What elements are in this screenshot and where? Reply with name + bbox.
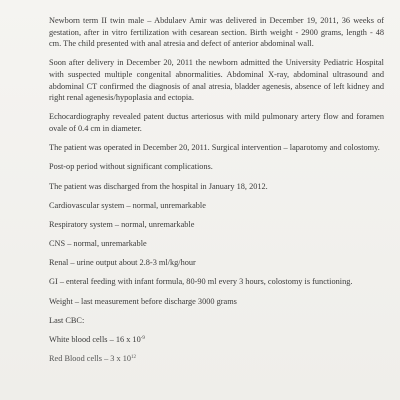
paragraph-wbc: [49, 334, 384, 346]
paragraph-postop: Post-op period without significant complications.: [49, 162, 213, 172]
paragraph-discharge: The patient was discharged from the hospital in January 18, 2012.: [49, 181, 268, 191]
paragraph-cardio: Cardiovascular system – normal, unremarkable: [49, 200, 206, 210]
paragraph-cbc-heading: Last CBC:: [49, 315, 85, 325]
paragraph-cns: CNS – normal, unremarkable: [49, 239, 147, 249]
paragraph-weight: Weight – last measurement before discharge 3000 grams: [49, 296, 237, 306]
paragraph-rbc-cut: [49, 353, 384, 365]
rbc-exponent: 12: [131, 355, 137, 361]
wbc-exponent: -9: [140, 336, 145, 341]
paragraph-renal: Renal – urine output about 2.8-3 ml/kg/hour: [49, 258, 196, 268]
paragraph-respiratory: Respiratory system – normal, unremarkable: [49, 219, 195, 229]
wbc-text: White blood cells – 16 x 10: [49, 335, 141, 344]
paragraph-echo: Echocardiography revealed patent ductus arteriosus with mild pulmonary artery flow and foramen ovale of 0.4 cm in diameter.: [49, 112, 384, 133]
paragraph-gi: GI – enteral feeding with infant formula, 80-90 ml every 3 hours, colostomy is functioning.: [49, 277, 353, 287]
paragraph-birth: Newborn term II twin male – Abdulaev Amir was delivered in December 19, 2011, 36 weeks of gestation, after in vitro fertilization with cesarean section. Birth weight - 2900 grams, length - 48 cm. The child presented with anal atresia and defect of anterior abdominal wall.: [49, 16, 384, 49]
paragraph-surgery: The patient was operated in December 20, 2011. Surgical intervention – laparotomy and colostomy.: [49, 143, 380, 153]
rbc-text: Red Blood cells – 3 x 10: [49, 354, 132, 364]
paragraph-admission: Soon after delivery in December 20, 2011 the newborn admitted the University Pediatric Hospital with suspected multiple congenital abnormalities. Abdominal X-ray, abdominal ultrasound and abdominal CT confirmed the diagnosis of anal atresia, bladder agenesis, absence of left kidney and right renal agenesis/hypoplasia and ectopia.: [49, 58, 384, 103]
